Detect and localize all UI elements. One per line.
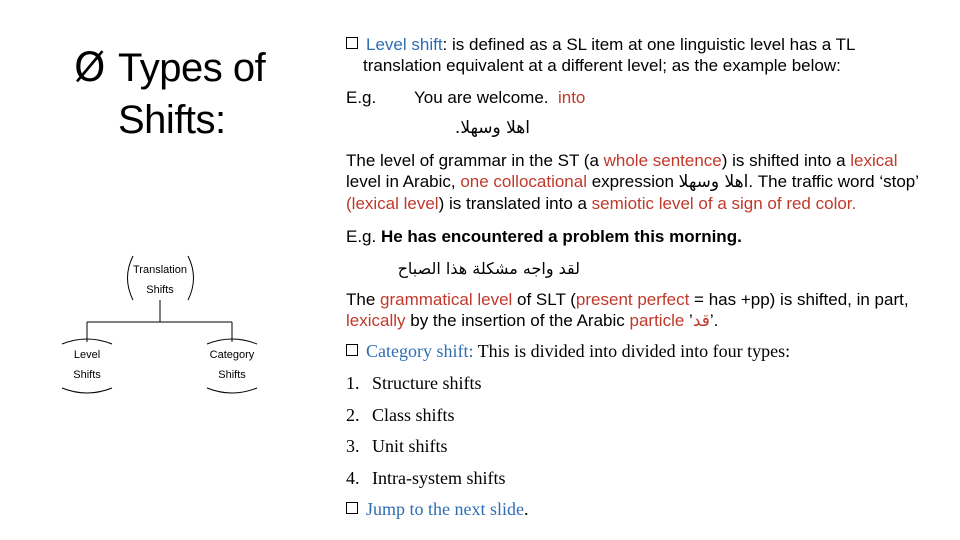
category-shift-rest: This is divided into divided into four types: (473, 341, 791, 361)
para2-g: by the insertion of the Arabic (405, 311, 630, 330)
para1-e: level in Arabic, (346, 172, 461, 191)
para1-c: ) is shifted into a (721, 151, 851, 170)
node-category-shifts (196, 345, 268, 385)
para1-g: expression (587, 172, 679, 191)
eg-english-2: He has encountered a problem this morning. (380, 227, 742, 246)
list-label: Class shifts (372, 405, 455, 425)
node-left-line1: Level (73, 349, 101, 361)
para1-line2 (346, 171, 960, 193)
list-item (346, 405, 455, 426)
left-child-bottom-arc (62, 388, 112, 393)
list-number: 2. (346, 405, 360, 425)
para2-i: ’ (684, 311, 693, 330)
paragraph-grammatical-level (346, 289, 946, 332)
eg-example-2 (346, 226, 742, 247)
arabic-welcome: اهلا وسهلا. (454, 118, 530, 138)
level-shift-term: Level shift (366, 35, 443, 54)
jump-tail: . (523, 499, 529, 519)
category-shift-heading (346, 341, 946, 362)
node-left-line2: Shifts (73, 369, 101, 381)
list-item (346, 468, 505, 489)
square-bullet-icon (346, 344, 358, 356)
para2-grammatical: grammatical level (380, 290, 513, 309)
para2-present-perfect: present perfect (575, 290, 690, 309)
para2-a: The (346, 290, 381, 309)
eg-into: into (557, 88, 586, 107)
para1-k: ) is translated into a (438, 194, 592, 213)
node-root-line2: Shifts (146, 284, 174, 296)
para2-arabic-particle: قد (692, 311, 710, 331)
para1-i: . The traffic word ‘stop’ (748, 172, 920, 191)
para1-arabic: اهلا وسهلا (678, 172, 749, 192)
slide-title-line2: Shifts: (118, 98, 226, 142)
para1-line1 (346, 150, 960, 171)
jump-next-slide-link[interactable]: Jump to the next slide (366, 499, 524, 519)
arabic-example-2: لقد واجه مشكلة هذا الصباح (397, 259, 580, 278)
paragraph-grammar-shift (346, 150, 960, 214)
list-label: Unit shifts (372, 436, 448, 456)
node-root-line1: Translation (132, 264, 187, 276)
jump-line (346, 499, 528, 520)
level-shift-def: : is defined as a SL item at one linguistic level has a TL (442, 35, 856, 54)
para2-line1 (346, 289, 946, 310)
para2-k: ’. (709, 311, 719, 330)
list-item (346, 436, 448, 457)
list-number: 1. (346, 373, 360, 393)
para1-lexical: lexical (850, 151, 898, 170)
category-shift-term: Category shift: (366, 341, 474, 361)
para1-semiotic: semiotic level of a sign of red color. (591, 194, 857, 213)
eg-label-1: E.g. (346, 88, 377, 107)
para2-c: of SLT ( (512, 290, 576, 309)
para1-collocational: one collocational (460, 172, 587, 191)
eg-label-2: E.g. (346, 227, 381, 246)
para2-e: = has +pp) is shifted, in part, (689, 290, 909, 309)
eg-example-1 (414, 87, 585, 108)
list-item (346, 373, 482, 394)
node-translation-shifts (120, 260, 200, 300)
para2-lexically: lexically (346, 311, 406, 330)
node-level-shifts (52, 345, 122, 385)
para1-whole-sentence: whole sentence (603, 151, 722, 170)
level-shift-line1 (346, 34, 946, 55)
para2-line2 (346, 310, 946, 332)
para1-line3 (346, 193, 960, 214)
arrow-bullet-icon: Ø (74, 45, 106, 91)
list-label: Structure shifts (372, 373, 482, 393)
square-bullet-icon (346, 37, 358, 49)
eg-english-1: You are welcome. (414, 88, 549, 107)
list-label: Intra-system shifts (372, 468, 506, 488)
level-shift-definition (346, 34, 946, 76)
square-bullet-icon (346, 502, 358, 514)
slide-title-line1: Types of (118, 46, 266, 90)
right-child-bottom-arc (207, 388, 257, 393)
list-number: 3. (346, 436, 360, 456)
node-right-line2: Shifts (218, 369, 246, 381)
para1-lexical-level: (lexical level (346, 194, 439, 213)
para2-particle: particle (629, 311, 685, 330)
list-number: 4. (346, 468, 360, 488)
para1-a: The level of grammar in the ST (a (346, 151, 604, 170)
node-right-line1: Category (209, 349, 255, 361)
level-shift-line2: translation equivalent at a different level; as the example below: (363, 56, 841, 75)
